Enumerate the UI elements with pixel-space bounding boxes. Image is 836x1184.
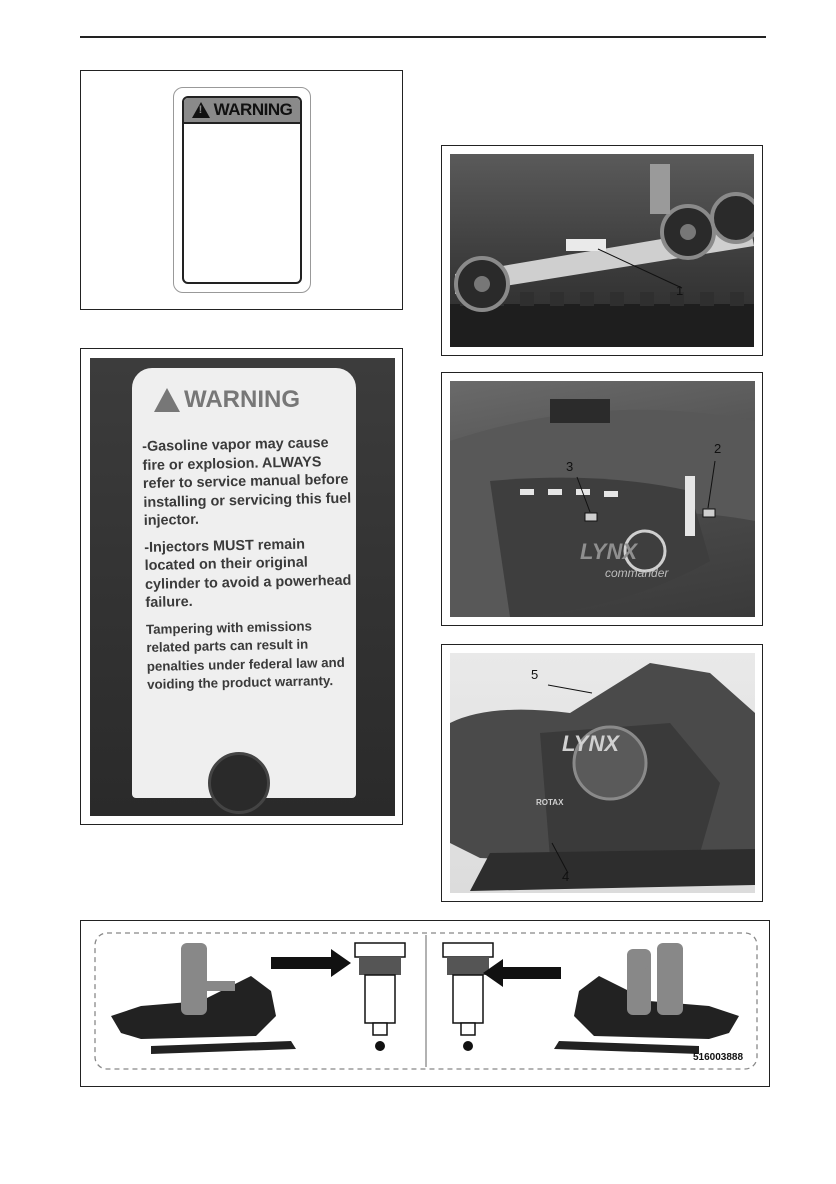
rider-decal-figure: [80, 920, 770, 1087]
hood-decals-figure: [441, 372, 763, 626]
warning-label-figure: [80, 70, 403, 310]
sled-brand-text: LYNX: [562, 731, 620, 756]
sled-illustration: [450, 653, 755, 893]
fuel-injector-decal-figure: [80, 348, 403, 825]
callout-4: 4: [562, 869, 570, 884]
header-rule: [80, 36, 766, 38]
track-illustration: [450, 154, 754, 347]
hood-model-text: commander: [605, 566, 669, 580]
decal-photo: [90, 358, 395, 816]
hood-brand-text: LYNX: [580, 539, 638, 564]
hood-photo: [450, 381, 755, 617]
sled-photo: [450, 653, 755, 893]
warning-label-header: ! WARNING: [184, 98, 300, 124]
callout-3: 3: [566, 459, 574, 474]
track-decal-figure: [441, 145, 763, 356]
warning-label-outline: [173, 87, 311, 293]
callout-2: 2: [714, 441, 722, 456]
part-number: 516003888: [693, 1052, 744, 1063]
decal-header: WARNING: [154, 386, 300, 414]
injector-cap: [208, 752, 270, 814]
decal-sticker: [132, 368, 356, 798]
warning-triangle-icon: [154, 388, 180, 412]
warning-triangle-icon: [192, 102, 210, 118]
rider-decal-illustration: [81, 921, 769, 1086]
hood-illustration: [450, 381, 755, 617]
callout-1: 1: [676, 283, 684, 298]
sled-engine-text: ROTAX: [536, 798, 564, 807]
sled-front-figure: [441, 644, 763, 902]
callout-5: 5: [531, 667, 539, 682]
track-photo: [450, 154, 754, 347]
decal-text: -Gasoline vapor may cause fire or explosion. ALWAYS refer to service manual before installing or servicing this fuel injector. -Injectors MUST remain located on their original cylinder to avoid a powerhead failure. Tampering with emissions related parts can result in penalties under federal law and voiding the product warranty.: [142, 435, 352, 692]
